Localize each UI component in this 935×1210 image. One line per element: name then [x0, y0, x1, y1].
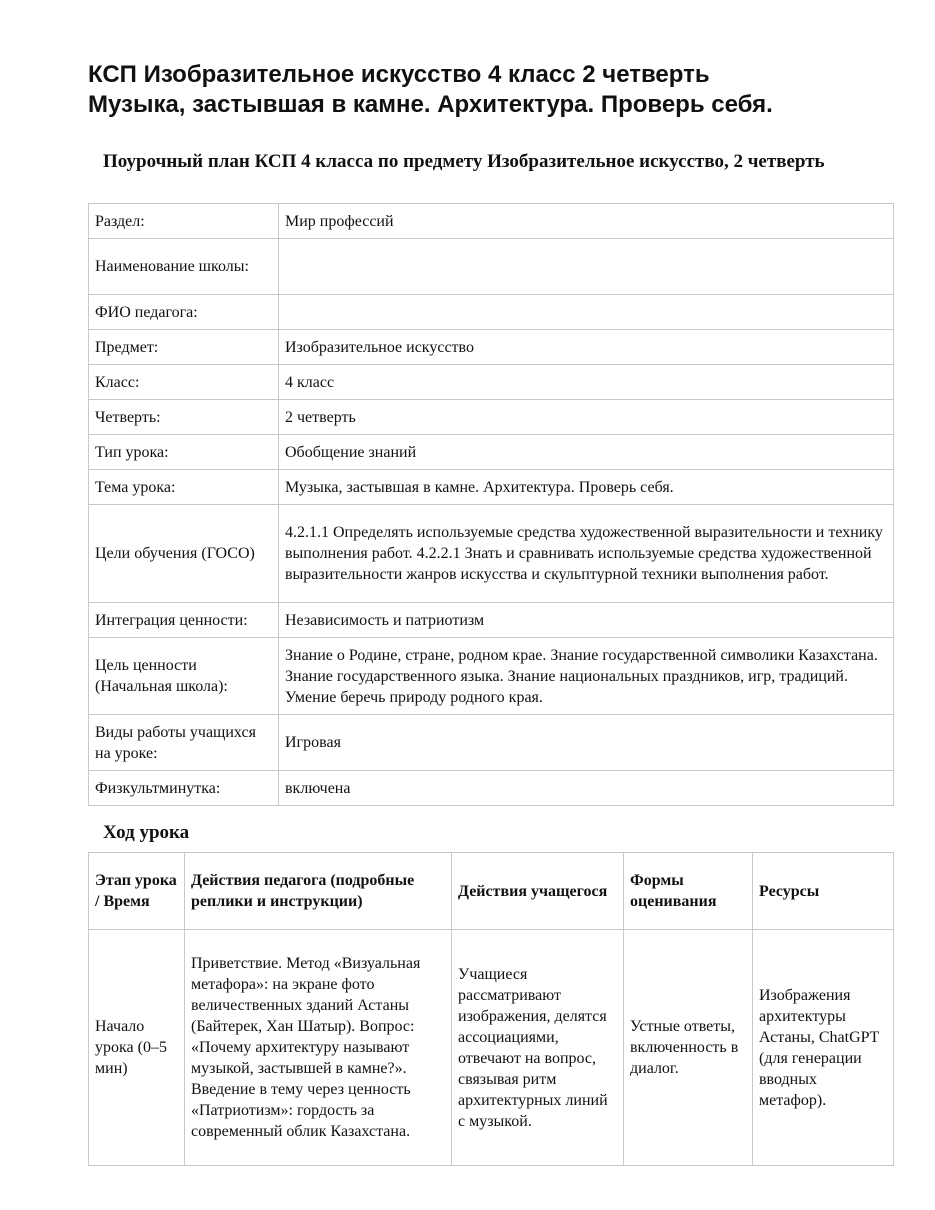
info-label: Четверть:	[89, 400, 279, 435]
lesson-flow-table	[88, 852, 894, 1166]
info-value	[279, 239, 894, 295]
info-value	[279, 295, 894, 330]
info-value: Музыка, застывшая в камне. Архитектура. Проверь себя.	[279, 470, 894, 505]
info-value: Знание о Родине, стране, родном крае. Знание государственной символики Казахстана. Знание государственного языка. Знание национальных праздников, игр, традиций. Умение беречь природу родного края.	[279, 638, 894, 715]
info-label: Раздел:	[89, 204, 279, 239]
info-value: Изобразительное искусство	[279, 330, 894, 365]
column-header-teacher-actions: Действия педагога (подробные реплики и инструкции)	[185, 853, 452, 930]
info-label: Тип урока:	[89, 435, 279, 470]
table-row	[89, 239, 894, 295]
info-label: Предмет:	[89, 330, 279, 365]
cell-stage: Начало урока (0–5 мин)	[89, 930, 185, 1166]
table-row	[89, 638, 894, 715]
info-value: Независимость и патриотизм	[279, 603, 894, 638]
table-row	[89, 295, 894, 330]
info-label: Класс:	[89, 365, 279, 400]
cell-teacher-actions: Приветствие. Метод «Визуальная метафора»: на экране фото величественных зданий Астаны (Байтерек, Хан Шатыр). Вопрос: «Почему архитектуру называют музыкой, застывшей в камне?». Введение в тему через ценность «Патриотизм»: гордость за современный облик Казахстана.	[185, 930, 452, 1166]
column-header-resources: Ресурсы	[753, 853, 894, 930]
table-row	[89, 470, 894, 505]
table-row	[89, 365, 894, 400]
cell-student-actions: Учащиеся рассматривают изображения, делятся ассоциациями, отвечают на вопрос, связывая ритм архитектурных линий с музыкой.	[452, 930, 624, 1166]
table-row	[89, 715, 894, 771]
lesson-info-table	[88, 203, 894, 806]
document-title	[88, 60, 908, 120]
info-label: Физкультминутка:	[89, 771, 279, 806]
column-header-student-actions: Действия учащегося	[452, 853, 624, 930]
info-value: 4.2.1.1 Определять используемые средства художественной выразительности и технику выполнения работ. 4.2.2.1 Знать и сравнивать используемые средства художественной выразительности жанров искусства и скульптурной техники выполнения работ.	[279, 505, 894, 603]
table-row	[89, 603, 894, 638]
info-value: 2 четверть	[279, 400, 894, 435]
column-header-assessment: Формы оценивания	[624, 853, 753, 930]
table-row	[89, 204, 894, 239]
info-value: Мир профессий	[279, 204, 894, 239]
table-row	[89, 771, 894, 806]
title-line-1: КСП Изобразительное искусство 4 класс 2 четверть	[88, 61, 710, 88]
lesson-flow-heading: Ход урока	[103, 822, 190, 843]
info-value: включена	[279, 771, 894, 806]
cell-resources: Изображения архитектуры Астаны, ChatGPT (для генерации вводных метафор).	[753, 930, 894, 1166]
info-value: Игровая	[279, 715, 894, 771]
column-header-stage: Этап урока / Время	[89, 853, 185, 930]
table-row	[89, 330, 894, 365]
table-row	[89, 505, 894, 603]
info-label: Виды работы учащихся на уроке:	[89, 715, 279, 771]
info-label: Цель ценности (Начальная школа):	[89, 638, 279, 715]
info-value: Обобщение знаний	[279, 435, 894, 470]
plan-heading: Поурочный план КСП 4 класса по предмету Изобразительное искусство, 2 четверть	[103, 151, 825, 172]
table-row	[89, 435, 894, 470]
info-label: Тема урока:	[89, 470, 279, 505]
info-label: Наименование школы:	[89, 239, 279, 295]
cell-assessment: Устные ответы, включенность в диалог.	[624, 930, 753, 1166]
title-line-2: Музыка, застывшая в камне. Архитектура. Проверь себя.	[88, 91, 773, 118]
table-row	[89, 930, 894, 1166]
table-header-row	[89, 853, 894, 930]
info-label: Интеграция ценности:	[89, 603, 279, 638]
info-label: ФИО педагога:	[89, 295, 279, 330]
table-row	[89, 400, 894, 435]
info-value: 4 класс	[279, 365, 894, 400]
info-label: Цели обучения (ГОСО)	[89, 505, 279, 603]
